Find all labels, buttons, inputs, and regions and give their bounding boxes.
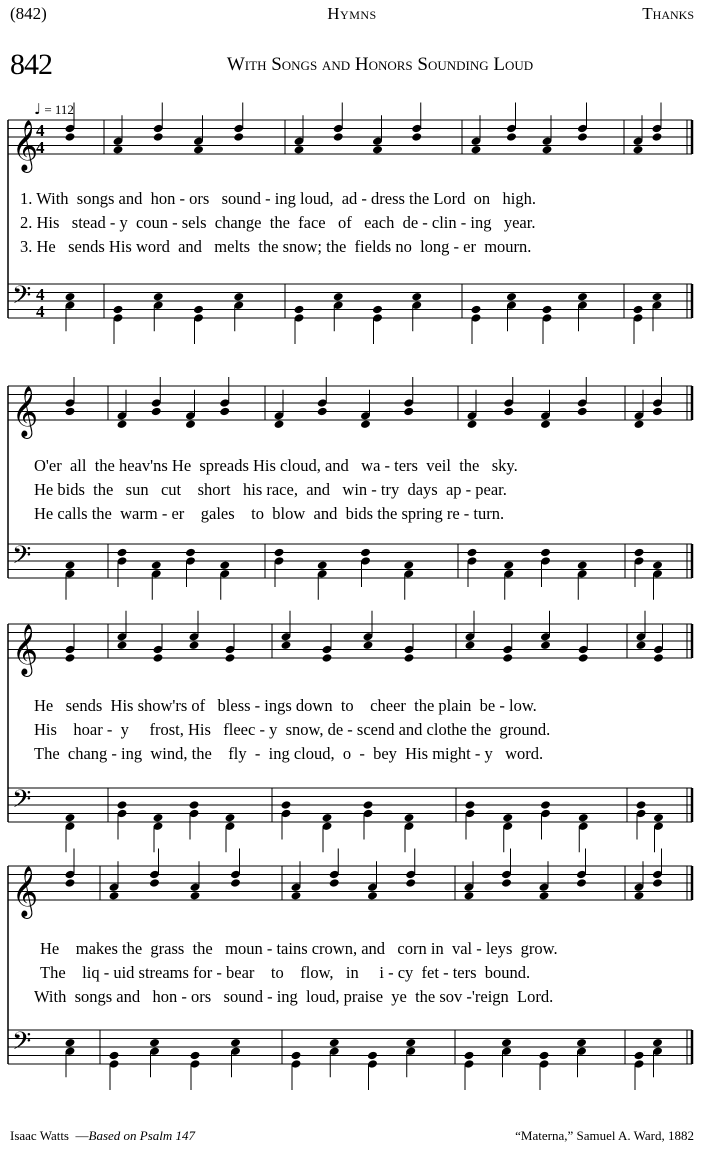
notehead: [367, 1051, 378, 1061]
system-3-verse-2: His hoar - y frost, His fleec - y snow, de - scend and clothe the ground.: [34, 720, 551, 739]
treble-clef-icon: 𝄞: [12, 120, 39, 171]
notehead: [652, 560, 663, 570]
notehead: [501, 1038, 512, 1048]
notehead: [506, 132, 517, 142]
notehead: [322, 653, 333, 663]
notehead: [372, 145, 383, 155]
system-2-verse-3: He calls the warm - er gales to blow and bids the spring re - turn.: [34, 504, 505, 523]
quarter-note-icon: ♩: [34, 100, 42, 118]
notehead: [653, 813, 664, 823]
notehead: [467, 419, 478, 429]
notehead: [65, 1038, 76, 1048]
notehead: [405, 1038, 416, 1048]
notehead: [471, 145, 482, 155]
notehead: [294, 145, 305, 155]
notehead: [233, 132, 244, 142]
notehead: [542, 305, 553, 315]
notehead: [502, 813, 513, 823]
notehead: [153, 132, 164, 142]
notehead: [633, 305, 644, 315]
notehead: [363, 640, 374, 650]
notehead: [542, 145, 553, 155]
notehead: [634, 891, 645, 901]
notehead: [540, 419, 551, 429]
hymn-title: With Songs and Honors Sounding Loud: [226, 54, 534, 75]
system-4-verse-2: The liq - uid streams for - bear to flow, in i - cy fet - ters bound.: [40, 963, 531, 982]
notehead: [153, 653, 164, 663]
notehead: [372, 305, 383, 315]
notehead: [281, 640, 292, 650]
notehead: [576, 878, 587, 888]
notehead: [636, 640, 647, 650]
notehead: [274, 419, 285, 429]
notehead: [652, 407, 663, 417]
notehead: [117, 800, 128, 810]
notehead: [109, 1051, 120, 1061]
notehead: [109, 891, 120, 901]
notehead: [153, 292, 164, 302]
treble-clef-icon: 𝄞: [12, 866, 39, 917]
notehead: [151, 407, 162, 417]
notehead: [411, 292, 422, 302]
notehead: [113, 145, 124, 155]
notehead: [506, 292, 517, 302]
system-1-verse-3: 3. He sends His word and melts the snow; the fields no long - er mourn.: [20, 237, 532, 256]
notehead: [219, 407, 230, 417]
tempo-value: = 112: [44, 102, 74, 117]
notehead: [403, 560, 414, 570]
notehead: [117, 548, 128, 558]
notehead: [403, 407, 414, 417]
author-name: Isaac Watts: [10, 1128, 69, 1143]
notehead: [190, 1051, 201, 1061]
notehead: [219, 560, 230, 570]
notehead: [367, 891, 378, 901]
notehead: [117, 640, 128, 650]
bass-clef-icon: 𝄢: [12, 1027, 32, 1062]
notehead: [464, 1051, 475, 1061]
notehead: [317, 560, 328, 570]
page-reference: (842): [10, 4, 47, 23]
notehead: [404, 653, 415, 663]
system-2-verse-1: O'er all the heav'ns He spreads His cloud, and wa - ters veil the sky.: [34, 456, 518, 475]
notehead: [65, 132, 76, 142]
notehead: [503, 407, 514, 417]
notehead: [464, 891, 475, 901]
notehead: [540, 640, 551, 650]
notehead: [65, 813, 76, 823]
notehead: [149, 1038, 160, 1048]
notehead: [225, 813, 236, 823]
notehead: [634, 419, 645, 429]
notehead: [333, 132, 344, 142]
notehead: [578, 653, 589, 663]
system-1-verse-2: 2. His stead - y coun - sels change the face of each de - clin - ing year.: [20, 213, 536, 232]
notehead: [539, 891, 550, 901]
notehead: [65, 407, 76, 417]
notehead: [540, 800, 551, 810]
notehead: [189, 800, 200, 810]
treble-clef-icon: 𝄞: [12, 386, 39, 437]
section-title: Hymns: [327, 4, 377, 23]
notehead: [153, 813, 164, 823]
notehead: [193, 145, 204, 155]
notehead: [185, 548, 196, 558]
notehead: [465, 640, 476, 650]
notehead: [225, 653, 236, 663]
notehead: [652, 878, 663, 888]
notehead: [65, 878, 76, 888]
notehead: [113, 305, 124, 315]
notehead: [65, 560, 76, 570]
notehead: [281, 800, 292, 810]
time-signature-bottom: 4: [36, 302, 45, 321]
notehead: [653, 653, 664, 663]
notehead: [411, 132, 422, 142]
notehead: [151, 560, 162, 570]
system-2-verse-2: He bids the sun cut short his race, and win - try days ap - pear.: [34, 480, 507, 499]
system-3-verse-3: The chang - ing wind, the fly - ing cloud, o - bey His might - y word.: [34, 744, 544, 763]
system-3-verse-1: He sends His show'rs of bless - ings down to cheer the plain be - low.: [34, 696, 537, 715]
system-1-verse-1: 1. With songs and hon - ors sound - ing loud, ad - dress the Lord on high.: [20, 189, 536, 208]
text-basis: Based on Psalm 147: [88, 1128, 196, 1143]
tune-credit: “Materna,” Samuel A. Ward, 1882: [515, 1128, 694, 1143]
notehead: [502, 653, 513, 663]
notehead: [230, 1038, 241, 1048]
notehead: [465, 800, 476, 810]
notehead: [230, 878, 241, 888]
notehead: [634, 1051, 645, 1061]
notehead: [636, 800, 647, 810]
notehead: [274, 548, 285, 558]
notehead: [317, 407, 328, 417]
notehead: [360, 419, 371, 429]
notehead: [467, 548, 478, 558]
notehead: [193, 305, 204, 315]
notehead: [577, 132, 588, 142]
notehead: [539, 1051, 550, 1061]
notehead: [576, 1038, 587, 1048]
notehead: [471, 305, 482, 315]
notehead: [578, 813, 589, 823]
bass-clef-icon: 𝄢: [12, 541, 32, 576]
notehead: [652, 132, 663, 142]
notehead: [577, 407, 588, 417]
notehead: [65, 292, 76, 302]
system-4-verse-1: He makes the grass the moun - tains crown, and corn in val - leys grow.: [40, 939, 558, 958]
notehead: [329, 1038, 340, 1048]
author-credit: Isaac Watts —Based on Psalm 147: [10, 1128, 196, 1143]
notehead: [405, 878, 416, 888]
hymn-number: 842: [10, 48, 52, 81]
notehead: [294, 305, 305, 315]
notehead: [291, 891, 302, 901]
notehead: [577, 560, 588, 570]
notehead: [189, 640, 200, 650]
notehead: [501, 878, 512, 888]
notehead: [633, 145, 644, 155]
notehead: [360, 548, 371, 558]
system-4-verse-3: With songs and hon - ors sound - ing loud, praise ye the sov -'reign Lord.: [34, 987, 554, 1006]
time-signature-top: 4: [36, 285, 45, 304]
notehead: [634, 548, 645, 558]
notehead: [190, 891, 201, 901]
time-signature-bottom: 4: [36, 138, 45, 157]
notehead: [652, 1038, 663, 1048]
notehead: [117, 419, 128, 429]
notehead: [577, 292, 588, 302]
notehead: [149, 878, 160, 888]
notehead: [322, 813, 333, 823]
notehead: [540, 548, 551, 558]
notehead: [329, 878, 340, 888]
notehead: [333, 292, 344, 302]
notehead: [652, 292, 663, 302]
notehead: [503, 560, 514, 570]
bass-clef-icon: 𝄢: [12, 281, 32, 316]
time-signature-top: 4: [36, 121, 45, 140]
notehead: [185, 419, 196, 429]
notehead: [404, 813, 415, 823]
treble-clef-icon: 𝄞: [12, 624, 39, 675]
notehead: [233, 292, 244, 302]
notehead: [363, 800, 374, 810]
bass-clef-icon: 𝄢: [12, 785, 32, 820]
category-title: Thanks: [642, 4, 694, 23]
notehead: [291, 1051, 302, 1061]
notehead: [65, 653, 76, 663]
